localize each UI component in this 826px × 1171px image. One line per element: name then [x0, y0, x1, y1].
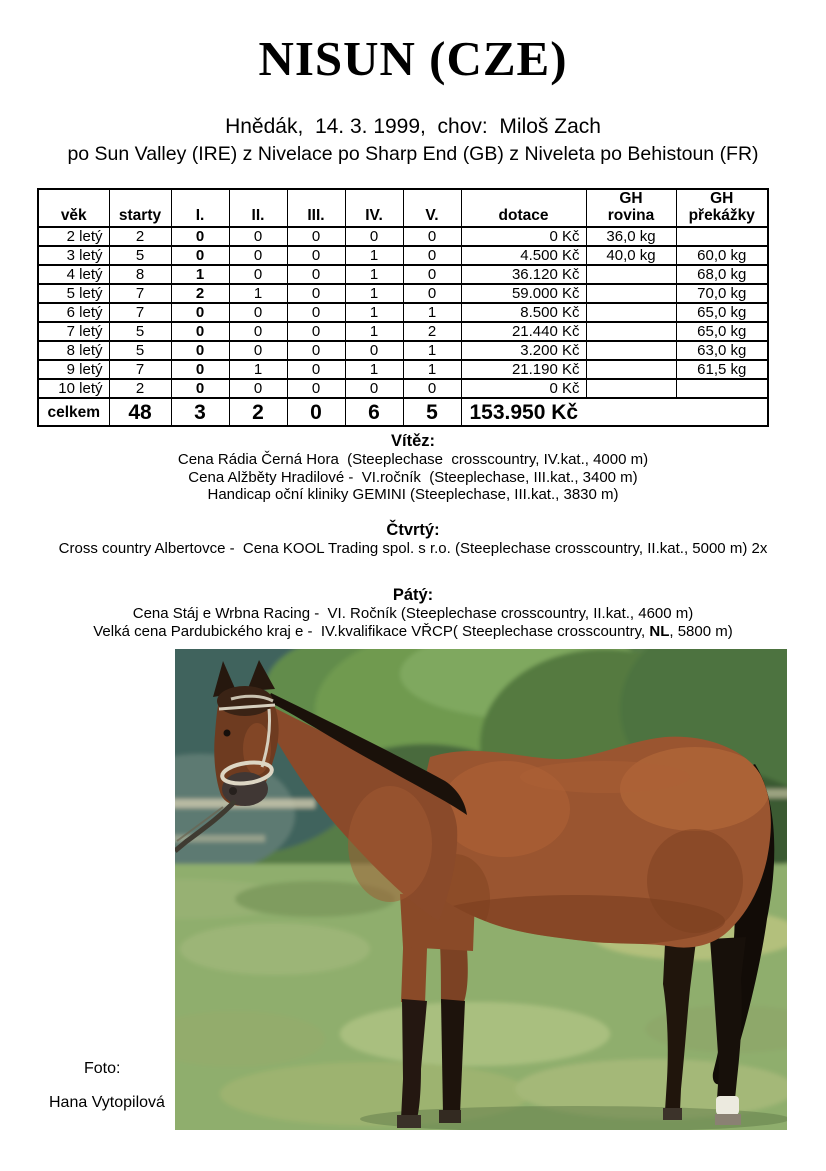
- cell-iii: 0: [287, 284, 345, 303]
- cell-starty: 2: [109, 227, 171, 246]
- cell-gh-rovina: [586, 360, 676, 379]
- cell-gh-prekazky: 65,0 kg: [676, 303, 768, 322]
- cell-iii: 0: [287, 265, 345, 284]
- section-winner: [0, 432, 826, 504]
- section-winner-heading: Vítěz:: [390, 432, 435, 450]
- cell-v: 1: [403, 341, 461, 360]
- table-body: [38, 227, 768, 398]
- table-row: [38, 246, 768, 265]
- table-header-row: [38, 189, 768, 227]
- cell-i: 1: [171, 265, 229, 284]
- cell-starty: 5: [109, 322, 171, 341]
- totals-row: [38, 398, 768, 426]
- gh-label: GH: [619, 190, 643, 207]
- cell-v: 0: [403, 379, 461, 398]
- horse-photo: [175, 649, 787, 1130]
- cell-iv: 0: [345, 341, 403, 360]
- photo-credit-label: Foto:: [84, 1060, 121, 1077]
- cell-iii: 0: [287, 360, 345, 379]
- cell-gh-prekazky: 65,0 kg: [676, 322, 768, 341]
- cell-dotace: 4.500 Kč: [461, 246, 586, 265]
- cell-i: 0: [171, 341, 229, 360]
- cell-gh-prekazky: 70,0 kg: [676, 284, 768, 303]
- totals-label: celkem: [38, 398, 109, 426]
- cell-starty: 7: [109, 303, 171, 322]
- col-header-starty: starty: [109, 189, 171, 227]
- fifth-race-2: Velká cena Pardubického kraj e - IV.kvalifikace VŘCP( Steeplechase crosscountry, NL, 5800 m): [93, 622, 733, 640]
- cell-v: 0: [403, 284, 461, 303]
- col-header-gh-rovina: [586, 189, 676, 227]
- cell-vek: 10 letý: [38, 379, 109, 398]
- cell-dotace: 0 Kč: [461, 227, 586, 246]
- cell-gh-prekazky: 61,5 kg: [676, 360, 768, 379]
- prekazky-label: překážky: [688, 207, 755, 224]
- cell-iv: 0: [345, 379, 403, 398]
- cell-iv: 1: [345, 303, 403, 322]
- cell-vek: 8 letý: [38, 341, 109, 360]
- cell-v: 0: [403, 227, 461, 246]
- table-row: [38, 322, 768, 341]
- results-table: [37, 188, 769, 427]
- col-header-ii: II.: [229, 189, 287, 227]
- totals-v: 5: [403, 398, 461, 426]
- cell-i: 0: [171, 360, 229, 379]
- cell-v: 1: [403, 360, 461, 379]
- totals-iii: 0: [287, 398, 345, 426]
- section-fourth-heading: Čtvrtý:: [386, 521, 440, 539]
- cell-ii: 0: [229, 246, 287, 265]
- cell-dotace: 0 Kč: [461, 379, 586, 398]
- cell-gh-rovina: 40,0 kg: [586, 246, 676, 265]
- col-header-gh-prekazky: [676, 189, 768, 227]
- cell-vek: 9 letý: [38, 360, 109, 379]
- cell-dotace: 8.500 Kč: [461, 303, 586, 322]
- cell-i: 0: [171, 303, 229, 322]
- table-row: [38, 379, 768, 398]
- cell-ii: 1: [229, 284, 287, 303]
- cell-iii: 0: [287, 246, 345, 265]
- fourth-race-1: Cross country Albertovce - Cena KOOL Trading spol. s r.o. (Steeplechase crosscountry, II.kat., 5000 m) 2x: [58, 540, 768, 557]
- pedigree-line: po Sun Valley (IRE) z Nivelace po Sharp End (GB) z Niveleta po Behistoun (FR): [67, 143, 759, 165]
- horse-description-line: Hnědák, 14. 3. 1999, chov: Miloš Zach: [225, 115, 601, 138]
- totals-ii: 2: [229, 398, 287, 426]
- col-header-vek: věk: [38, 189, 109, 227]
- col-header-i: I.: [171, 189, 229, 227]
- cell-dotace: 59.000 Kč: [461, 284, 586, 303]
- cell-iii: 0: [287, 227, 345, 246]
- winner-race-2: Cena Alžběty Hradilové - VI.ročník (Steeplechase, III.kat., 3400 m): [188, 468, 638, 486]
- cell-dotace: 21.190 Kč: [461, 360, 586, 379]
- totals-i: 3: [171, 398, 229, 426]
- cell-ii: 0: [229, 322, 287, 341]
- section-fifth-heading: Pátý:: [392, 586, 434, 604]
- cell-ii: 0: [229, 303, 287, 322]
- section-fourth: [0, 521, 826, 558]
- winner-race-3: Handicap oční kliniky GEMINI (Steeplechase, III.kat., 3830 m): [207, 486, 619, 503]
- cell-iii: 0: [287, 379, 345, 398]
- col-header-iv: IV.: [345, 189, 403, 227]
- cell-starty: 5: [109, 341, 171, 360]
- winner-race-1: Cena Rádia Černá Hora (Steeplechase crosscountry, IV.kat., 4000 m): [177, 451, 649, 468]
- cell-gh-prekazky: 68,0 kg: [676, 265, 768, 284]
- cell-i: 0: [171, 246, 229, 265]
- cell-i: 2: [171, 284, 229, 303]
- cell-i: 0: [171, 379, 229, 398]
- photo-credit-name: Hana Vytopilová: [49, 1094, 165, 1111]
- cell-v: 0: [403, 246, 461, 265]
- cell-gh-rovina: [586, 265, 676, 284]
- cell-gh-prekazky: 63,0 kg: [676, 341, 768, 360]
- cell-vek: 3 letý: [38, 246, 109, 265]
- section-fifth: [0, 586, 826, 640]
- cell-gh-rovina: [586, 341, 676, 360]
- cell-dotace: 3.200 Kč: [461, 341, 586, 360]
- cell-ii: 1: [229, 360, 287, 379]
- cell-ii: 0: [229, 379, 287, 398]
- totals-dotace: 153.950 Kč: [461, 398, 768, 426]
- totals-starty: 48: [109, 398, 171, 426]
- table-row: [38, 341, 768, 360]
- cell-gh-prekazky: 60,0 kg: [676, 246, 768, 265]
- cell-starty: 7: [109, 284, 171, 303]
- cell-starty: 5: [109, 246, 171, 265]
- totals-iv: 6: [345, 398, 403, 426]
- table-row: [38, 265, 768, 284]
- fifth-race-1: Cena Stáj e Wrbna Racing - VI. Ročník (Steeplechase crosscountry, II.kat., 4600 m): [132, 605, 694, 622]
- cell-gh-rovina: 36,0 kg: [586, 227, 676, 246]
- cell-gh-prekazky: [676, 379, 768, 398]
- cell-iv: 1: [345, 322, 403, 341]
- table-row: [38, 360, 768, 379]
- cell-gh-rovina: [586, 379, 676, 398]
- cell-iv: 0: [345, 227, 403, 246]
- table-row: [38, 227, 768, 246]
- cell-v: 1: [403, 303, 461, 322]
- cell-i: 0: [171, 227, 229, 246]
- cell-vek: 7 letý: [38, 322, 109, 341]
- cell-v: 2: [403, 322, 461, 341]
- cell-ii: 0: [229, 265, 287, 284]
- cell-iv: 1: [345, 360, 403, 379]
- cell-ii: 0: [229, 341, 287, 360]
- cell-starty: 8: [109, 265, 171, 284]
- cell-iii: 0: [287, 303, 345, 322]
- cell-gh-rovina: [586, 284, 676, 303]
- cell-v: 0: [403, 265, 461, 284]
- cell-gh-rovina: [586, 322, 676, 341]
- cell-dotace: 36.120 Kč: [461, 265, 586, 284]
- gh-label: GH: [710, 190, 734, 207]
- cell-dotace: 21.440 Kč: [461, 322, 586, 341]
- cell-iv: 1: [345, 246, 403, 265]
- cell-ii: 0: [229, 227, 287, 246]
- cell-vek: 2 letý: [38, 227, 109, 246]
- col-header-v: V.: [403, 189, 461, 227]
- table-row: [38, 284, 768, 303]
- cell-i: 0: [171, 322, 229, 341]
- cell-iii: 0: [287, 341, 345, 360]
- cell-iii: 0: [287, 322, 345, 341]
- cell-starty: 2: [109, 379, 171, 398]
- cell-iv: 1: [345, 284, 403, 303]
- col-header-iii: III.: [287, 189, 345, 227]
- cell-gh-prekazky: [676, 227, 768, 246]
- cell-gh-rovina: [586, 303, 676, 322]
- cell-vek: 6 letý: [38, 303, 109, 322]
- cell-starty: 7: [109, 360, 171, 379]
- rovina-label: rovina: [607, 207, 655, 224]
- cell-vek: 5 letý: [38, 284, 109, 303]
- page-title: NISUN (CZE): [258, 31, 568, 86]
- cell-iv: 1: [345, 265, 403, 284]
- table-row: [38, 303, 768, 322]
- nl-category-label: NL: [649, 622, 670, 640]
- cell-vek: 4 letý: [38, 265, 109, 284]
- col-header-dotace: dotace: [461, 189, 586, 227]
